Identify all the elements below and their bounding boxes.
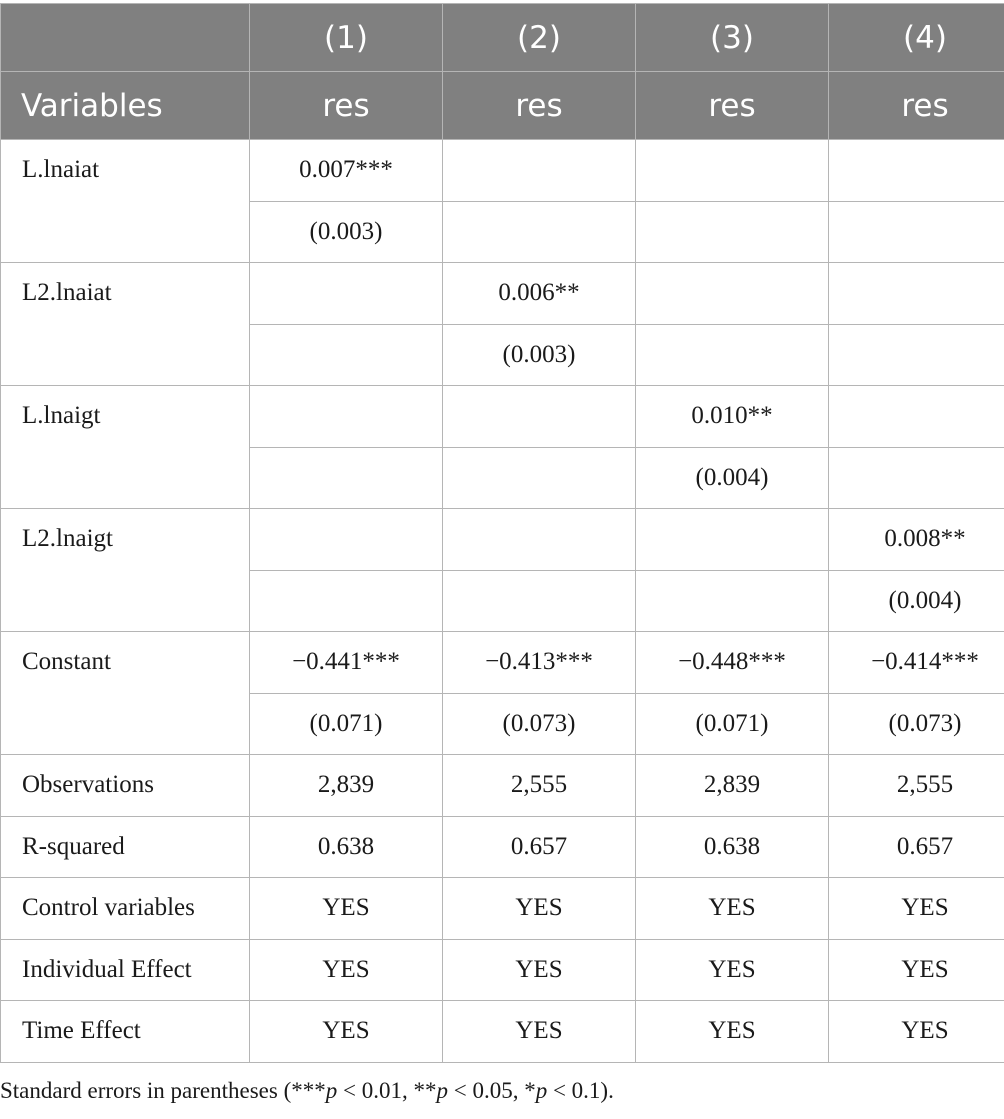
se-cell xyxy=(636,201,829,263)
coef-cell xyxy=(443,386,636,448)
stat-cell: YES xyxy=(829,878,1004,940)
coef-cell xyxy=(829,140,1004,202)
header-blank-cell xyxy=(1,4,250,72)
header-dep-var-4: res xyxy=(829,72,1004,140)
header-model-2: (2) xyxy=(443,4,636,72)
stat-cell: YES xyxy=(829,939,1004,1001)
footnote-threshold-2: < 0.05, * xyxy=(447,1078,536,1103)
footnote-prefix: Standard errors in parentheses (*** xyxy=(0,1078,326,1103)
coef-cell: 0.006** xyxy=(443,263,636,325)
header-row-names xyxy=(1,72,1004,140)
coef-cell xyxy=(250,386,443,448)
header-model-4: (4) xyxy=(829,4,1004,72)
stat-cell: YES xyxy=(443,878,636,940)
stat-cell: YES xyxy=(443,1001,636,1063)
se-cell xyxy=(443,447,636,509)
stat-cell: YES xyxy=(636,878,829,940)
table-row xyxy=(1,509,1004,571)
se-cell: (0.073) xyxy=(829,693,1004,755)
variable-label: L.lnaiat xyxy=(1,140,250,263)
table-row xyxy=(1,632,1004,694)
se-cell: (0.004) xyxy=(636,447,829,509)
table-row xyxy=(1,816,1004,878)
coef-cell xyxy=(443,140,636,202)
variable-label: L2.lnaiat xyxy=(1,263,250,386)
stat-cell: 0.638 xyxy=(250,816,443,878)
table-row xyxy=(1,755,1004,817)
se-cell xyxy=(250,570,443,632)
table-row xyxy=(1,1001,1004,1063)
stat-cell: YES xyxy=(250,939,443,1001)
se-cell xyxy=(250,324,443,386)
variable-label: Control variables xyxy=(1,878,250,940)
stat-cell: 2,555 xyxy=(829,755,1004,817)
se-cell xyxy=(829,201,1004,263)
se-cell xyxy=(829,324,1004,386)
coef-cell xyxy=(636,263,829,325)
stat-cell: 2,839 xyxy=(250,755,443,817)
table-row xyxy=(1,878,1004,940)
header-dep-var-2: res xyxy=(443,72,636,140)
coef-cell: −0.448*** xyxy=(636,632,829,694)
footnote-p-symbol: p xyxy=(535,1078,548,1103)
stat-cell: YES xyxy=(443,939,636,1001)
stat-cell: 2,555 xyxy=(443,755,636,817)
coef-cell: −0.413*** xyxy=(443,632,636,694)
coef-cell xyxy=(443,509,636,571)
table-footnote xyxy=(0,1078,614,1104)
coef-cell: −0.441*** xyxy=(250,632,443,694)
coef-cell xyxy=(250,263,443,325)
stat-cell: YES xyxy=(829,1001,1004,1063)
regression-table xyxy=(0,3,1004,1063)
variable-label: Constant xyxy=(1,632,250,755)
variable-label: L.lnaigt xyxy=(1,386,250,509)
coef-cell xyxy=(829,263,1004,325)
footnote-p-symbol: p xyxy=(325,1078,338,1103)
header-dep-var-1: res xyxy=(250,72,443,140)
se-cell: (0.003) xyxy=(443,324,636,386)
variable-label: L2.lnaigt xyxy=(1,509,250,632)
variable-label: R-squared xyxy=(1,816,250,878)
se-cell xyxy=(636,324,829,386)
header-row-numbers xyxy=(1,4,1004,72)
se-cell: (0.073) xyxy=(443,693,636,755)
table-row xyxy=(1,263,1004,325)
variable-label: Time Effect xyxy=(1,1001,250,1063)
se-cell: (0.071) xyxy=(636,693,829,755)
coef-cell xyxy=(636,509,829,571)
se-cell: (0.004) xyxy=(829,570,1004,632)
footnote-p-symbol: p xyxy=(436,1078,448,1103)
coef-cell xyxy=(250,509,443,571)
table-row xyxy=(1,386,1004,448)
coef-cell: 0.010** xyxy=(636,386,829,448)
stat-cell: YES xyxy=(250,878,443,940)
se-cell xyxy=(443,201,636,263)
coef-cell: −0.414*** xyxy=(829,632,1004,694)
coef-cell xyxy=(636,140,829,202)
header-model-3: (3) xyxy=(636,4,829,72)
stat-cell: 0.638 xyxy=(636,816,829,878)
se-cell: (0.003) xyxy=(250,201,443,263)
header-variables: Variables xyxy=(1,72,250,140)
stat-cell: YES xyxy=(636,939,829,1001)
se-cell xyxy=(250,447,443,509)
coef-cell: 0.008** xyxy=(829,509,1004,571)
variable-label: Individual Effect xyxy=(1,939,250,1001)
header-dep-var-3: res xyxy=(636,72,829,140)
se-cell xyxy=(636,570,829,632)
table-header xyxy=(1,4,1004,140)
se-cell xyxy=(829,447,1004,509)
footnote-suffix: < 0.1). xyxy=(547,1078,614,1103)
header-model-1: (1) xyxy=(250,4,443,72)
table-body xyxy=(1,140,1004,1063)
coef-cell xyxy=(829,386,1004,448)
se-cell xyxy=(443,570,636,632)
stat-cell: 0.657 xyxy=(829,816,1004,878)
coef-cell: 0.007*** xyxy=(250,140,443,202)
stat-cell: YES xyxy=(250,1001,443,1063)
stat-cell: YES xyxy=(636,1001,829,1063)
variable-label: Observations xyxy=(1,755,250,817)
stat-cell: 0.657 xyxy=(443,816,636,878)
footnote-threshold-1: < 0.01, ** xyxy=(337,1078,437,1103)
table-row xyxy=(1,140,1004,202)
stat-cell: 2,839 xyxy=(636,755,829,817)
table-row xyxy=(1,939,1004,1001)
se-cell: (0.071) xyxy=(250,693,443,755)
